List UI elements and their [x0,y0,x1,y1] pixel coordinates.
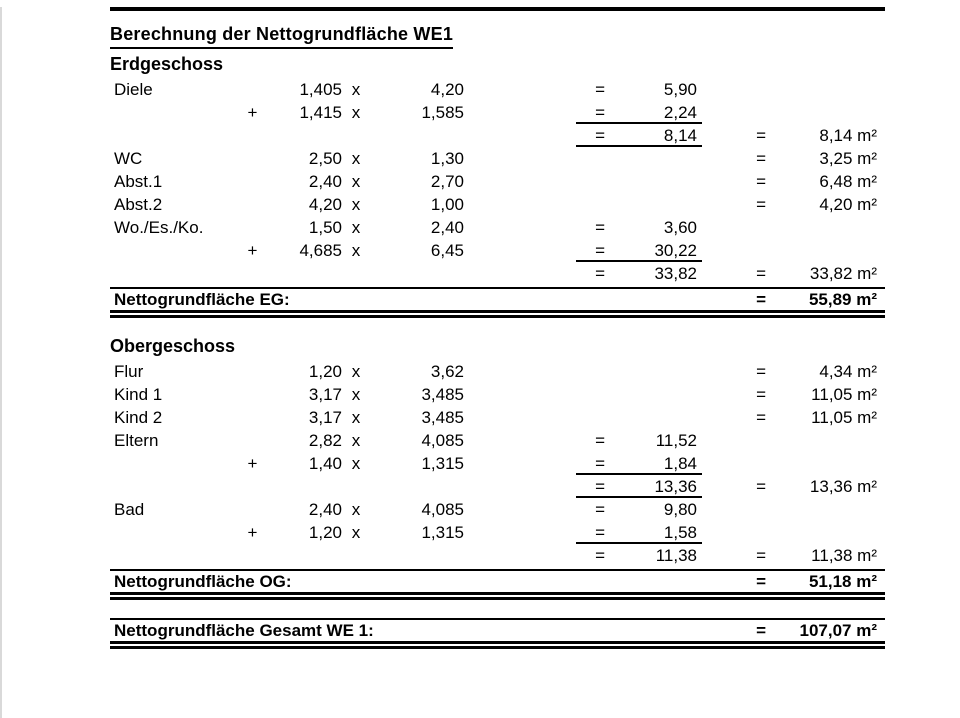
plus-sign [240,429,265,452]
double-rule [110,310,885,318]
dimension-a: 1,50 [308,218,342,237]
multiply-sign: x [351,218,361,237]
room-label: Flur [114,362,144,381]
dimension-b: 3,62 [430,362,464,381]
calc-row [110,544,885,567]
plus-sign [240,360,265,383]
room-label: WC [114,149,143,168]
multiply-sign: x [351,195,361,214]
subtotal-value [610,406,697,429]
dimension-b: 2,70 [430,172,464,191]
room-label [110,544,240,567]
room-label: Diele [114,80,153,99]
area-value: 13,36 m² [809,477,877,496]
subtotal-value [610,383,697,406]
subtotal-value: 1,84 [663,454,697,473]
room-label: Bad [114,500,145,519]
plus-sign [240,193,265,216]
equals-sign: = [595,546,605,565]
area-value: 4,20 m² [819,195,877,214]
equals-sign: = [756,264,766,283]
summary-value: 55,89 m² [808,290,877,309]
plus-sign [240,147,265,170]
subtotal-value: 2,24 [663,103,697,122]
equals-sign: = [595,80,605,99]
multiply-sign: x [351,454,361,473]
dimension-b: 4,085 [421,431,464,450]
dimension-a [265,475,342,498]
subtotal-value [610,170,697,193]
document [110,7,885,649]
multiply-sign: x [351,241,361,260]
subtotal-value: 1,58 [663,523,697,542]
plus-sign: + [247,103,258,122]
equals-sign: = [595,126,605,145]
area-value [780,429,885,452]
equals-sign: = [595,241,605,260]
dimension-a [265,124,342,147]
plus-sign [240,124,265,147]
calc-row [110,101,885,124]
subtotal-value: 8,14 [663,126,697,145]
subtotal-value: 13,36 [654,477,697,496]
equals-sign [464,193,610,216]
room-label [110,475,240,498]
area-value [780,452,885,475]
room-label [110,124,240,147]
dimension-a: 1,20 [308,523,342,542]
calc-row [110,429,885,452]
dimension-b: 1,585 [421,103,464,122]
equals-sign: = [756,290,766,309]
multiply-sign: x [351,362,361,381]
area-value: 6,48 m² [819,172,877,191]
room-label: Kind 1 [114,385,163,404]
equals-sign: = [756,385,766,404]
area-value: 11,05 m² [811,408,877,427]
calc-row [110,498,885,521]
area-value: 3,25 m² [819,149,877,168]
multiply-sign: x [351,103,361,122]
document-title: Berechnung der Nettogrundfläche WE1 [110,22,453,49]
calc-row [110,78,885,101]
multiply-sign [342,262,370,285]
calc-row [110,475,885,498]
dimension-b [370,544,464,567]
dimension-a: 2,40 [308,500,342,519]
calc-row [110,521,885,544]
summary-value: 107,07 m² [799,621,877,640]
plus-sign [240,170,265,193]
scan-edge-shadow [0,7,2,718]
equals-sign: = [756,172,766,191]
multiply-sign: x [351,149,361,168]
dimension-b: 2,40 [430,218,464,237]
dimension-a: 3,17 [308,385,342,404]
plus-sign: + [247,454,258,473]
subtotal-value: 11,52 [655,431,697,450]
equals-sign: = [756,621,766,640]
dimension-a: 2,50 [308,149,342,168]
plus-sign [240,475,265,498]
dimension-b: 4,20 [430,80,464,99]
calc-row [110,216,885,239]
equals-sign: = [756,126,766,145]
area-value: 8,14 m² [819,126,877,145]
dimension-a: 1,40 [308,454,342,473]
dimension-b: 1,30 [430,149,464,168]
subtotal-value: 30,22 [654,241,697,260]
dimension-a: 1,405 [299,80,342,99]
dimension-b: 4,085 [421,500,464,519]
dimension-b [370,475,464,498]
dimension-a: 3,17 [308,408,342,427]
subtotal-value: 9,80 [663,500,697,519]
summary-row-eg [110,289,885,310]
equals-sign [464,147,610,170]
dimension-a: 1,20 [308,362,342,381]
dimension-a: 1,415 [299,103,342,122]
multiply-sign: x [351,385,361,404]
calc-row [110,193,885,216]
dimension-a [265,544,342,567]
calc-row [110,383,885,406]
multiply-sign: x [351,80,361,99]
subtotal-value [610,193,697,216]
plus-sign [240,406,265,429]
equals-sign [697,452,780,475]
obergeschoss-table [110,360,885,567]
equals-sign: = [595,523,605,542]
equals-sign [697,498,780,521]
room-label [110,262,240,285]
equals-sign [697,521,780,544]
dimension-b: 1,00 [430,195,464,214]
subtotal-value: 33,82 [654,264,697,283]
dimension-b [370,124,464,147]
dimension-b: 1,315 [421,454,464,473]
dimension-a [265,262,342,285]
area-value: 4,34 m² [819,362,877,381]
equals-sign [697,216,780,239]
room-label: Eltern [114,431,159,450]
calc-row [110,170,885,193]
equals-sign: = [595,500,605,519]
equals-sign: = [595,103,605,122]
dimension-a: 2,82 [308,431,342,450]
equals-sign: = [756,408,766,427]
calc-row [110,147,885,170]
double-rule [110,592,885,600]
calc-row [110,124,885,147]
equals-sign: = [756,572,766,591]
multiply-sign: x [351,172,361,191]
room-label [110,101,240,124]
area-value: 33,82 m² [809,264,877,283]
dimension-a: 4,685 [299,241,342,260]
multiply-sign: x [351,408,361,427]
equals-sign [697,239,780,262]
equals-sign: = [595,431,605,450]
dimension-b: 3,485 [421,385,464,404]
equals-sign [697,78,780,101]
equals-sign: = [756,362,766,381]
multiply-sign [342,475,370,498]
multiply-sign: x [351,523,361,542]
summary-label: Nettogrundfläche Gesamt WE 1: [114,621,374,640]
multiply-sign: x [351,431,361,450]
area-value: 11,38 m² [811,546,877,565]
calc-row [110,239,885,262]
double-rule [110,641,885,649]
multiply-sign: x [351,500,361,519]
section-heading-erdgeschoss: Erdgeschoss [110,54,224,74]
area-value [780,498,885,521]
plus-sign: + [247,523,258,542]
equals-sign [697,429,780,452]
equals-sign [464,170,610,193]
room-label: Kind 2 [114,408,163,427]
plus-sign: + [247,241,258,260]
equals-sign: = [756,149,766,168]
dimension-b [370,262,464,285]
equals-sign: = [595,477,605,496]
subtotal-value: 5,90 [663,80,697,99]
plus-sign [240,262,265,285]
dimension-b: 6,45 [430,241,464,260]
area-value [780,216,885,239]
plus-sign [240,383,265,406]
dimension-a: 4,20 [308,195,342,214]
area-value [780,101,885,124]
dimension-a: 2,40 [308,172,342,191]
multiply-sign [342,124,370,147]
equals-sign: = [595,264,605,283]
dimension-b: 1,315 [421,523,464,542]
summary-row-og [110,571,885,592]
plus-sign [240,78,265,101]
subtotal-value [610,360,697,383]
equals-sign: = [756,195,766,214]
subtotal-value [610,147,697,170]
room-label [110,521,240,544]
plus-sign [240,498,265,521]
room-label [110,452,240,475]
equals-sign [464,360,610,383]
equals-sign: = [756,477,766,496]
multiply-sign [342,544,370,567]
area-value [780,239,885,262]
equals-sign [464,383,610,406]
subtotal-value: 11,38 [655,546,697,565]
section-heading-obergeschoss: Obergeschoss [110,336,236,356]
equals-sign: = [595,218,605,237]
plus-sign [240,216,265,239]
subtotal-value: 3,60 [663,218,697,237]
summary-row-gesamt [110,620,885,641]
calc-row [110,452,885,475]
dimension-b: 3,485 [421,408,464,427]
plus-sign [240,544,265,567]
room-label: Abst.2 [114,195,163,214]
area-value: 11,05 m² [811,385,877,404]
summary-label: Nettogrundfläche OG: [114,572,292,591]
area-value [780,521,885,544]
room-label: Abst.1 [114,172,163,191]
equals-sign [464,406,610,429]
room-label: Wo./Es./Ko. [114,218,204,237]
summary-value: 51,18 m² [808,572,877,591]
equals-sign: = [756,546,766,565]
erdgeschoss-table [110,78,885,285]
area-value [780,78,885,101]
equals-sign: = [595,454,605,473]
summary-label: Nettogrundfläche EG: [114,290,290,309]
room-label [110,239,240,262]
calc-row [110,360,885,383]
calc-row [110,406,885,429]
equals-sign [697,101,780,124]
calc-row [110,262,885,285]
